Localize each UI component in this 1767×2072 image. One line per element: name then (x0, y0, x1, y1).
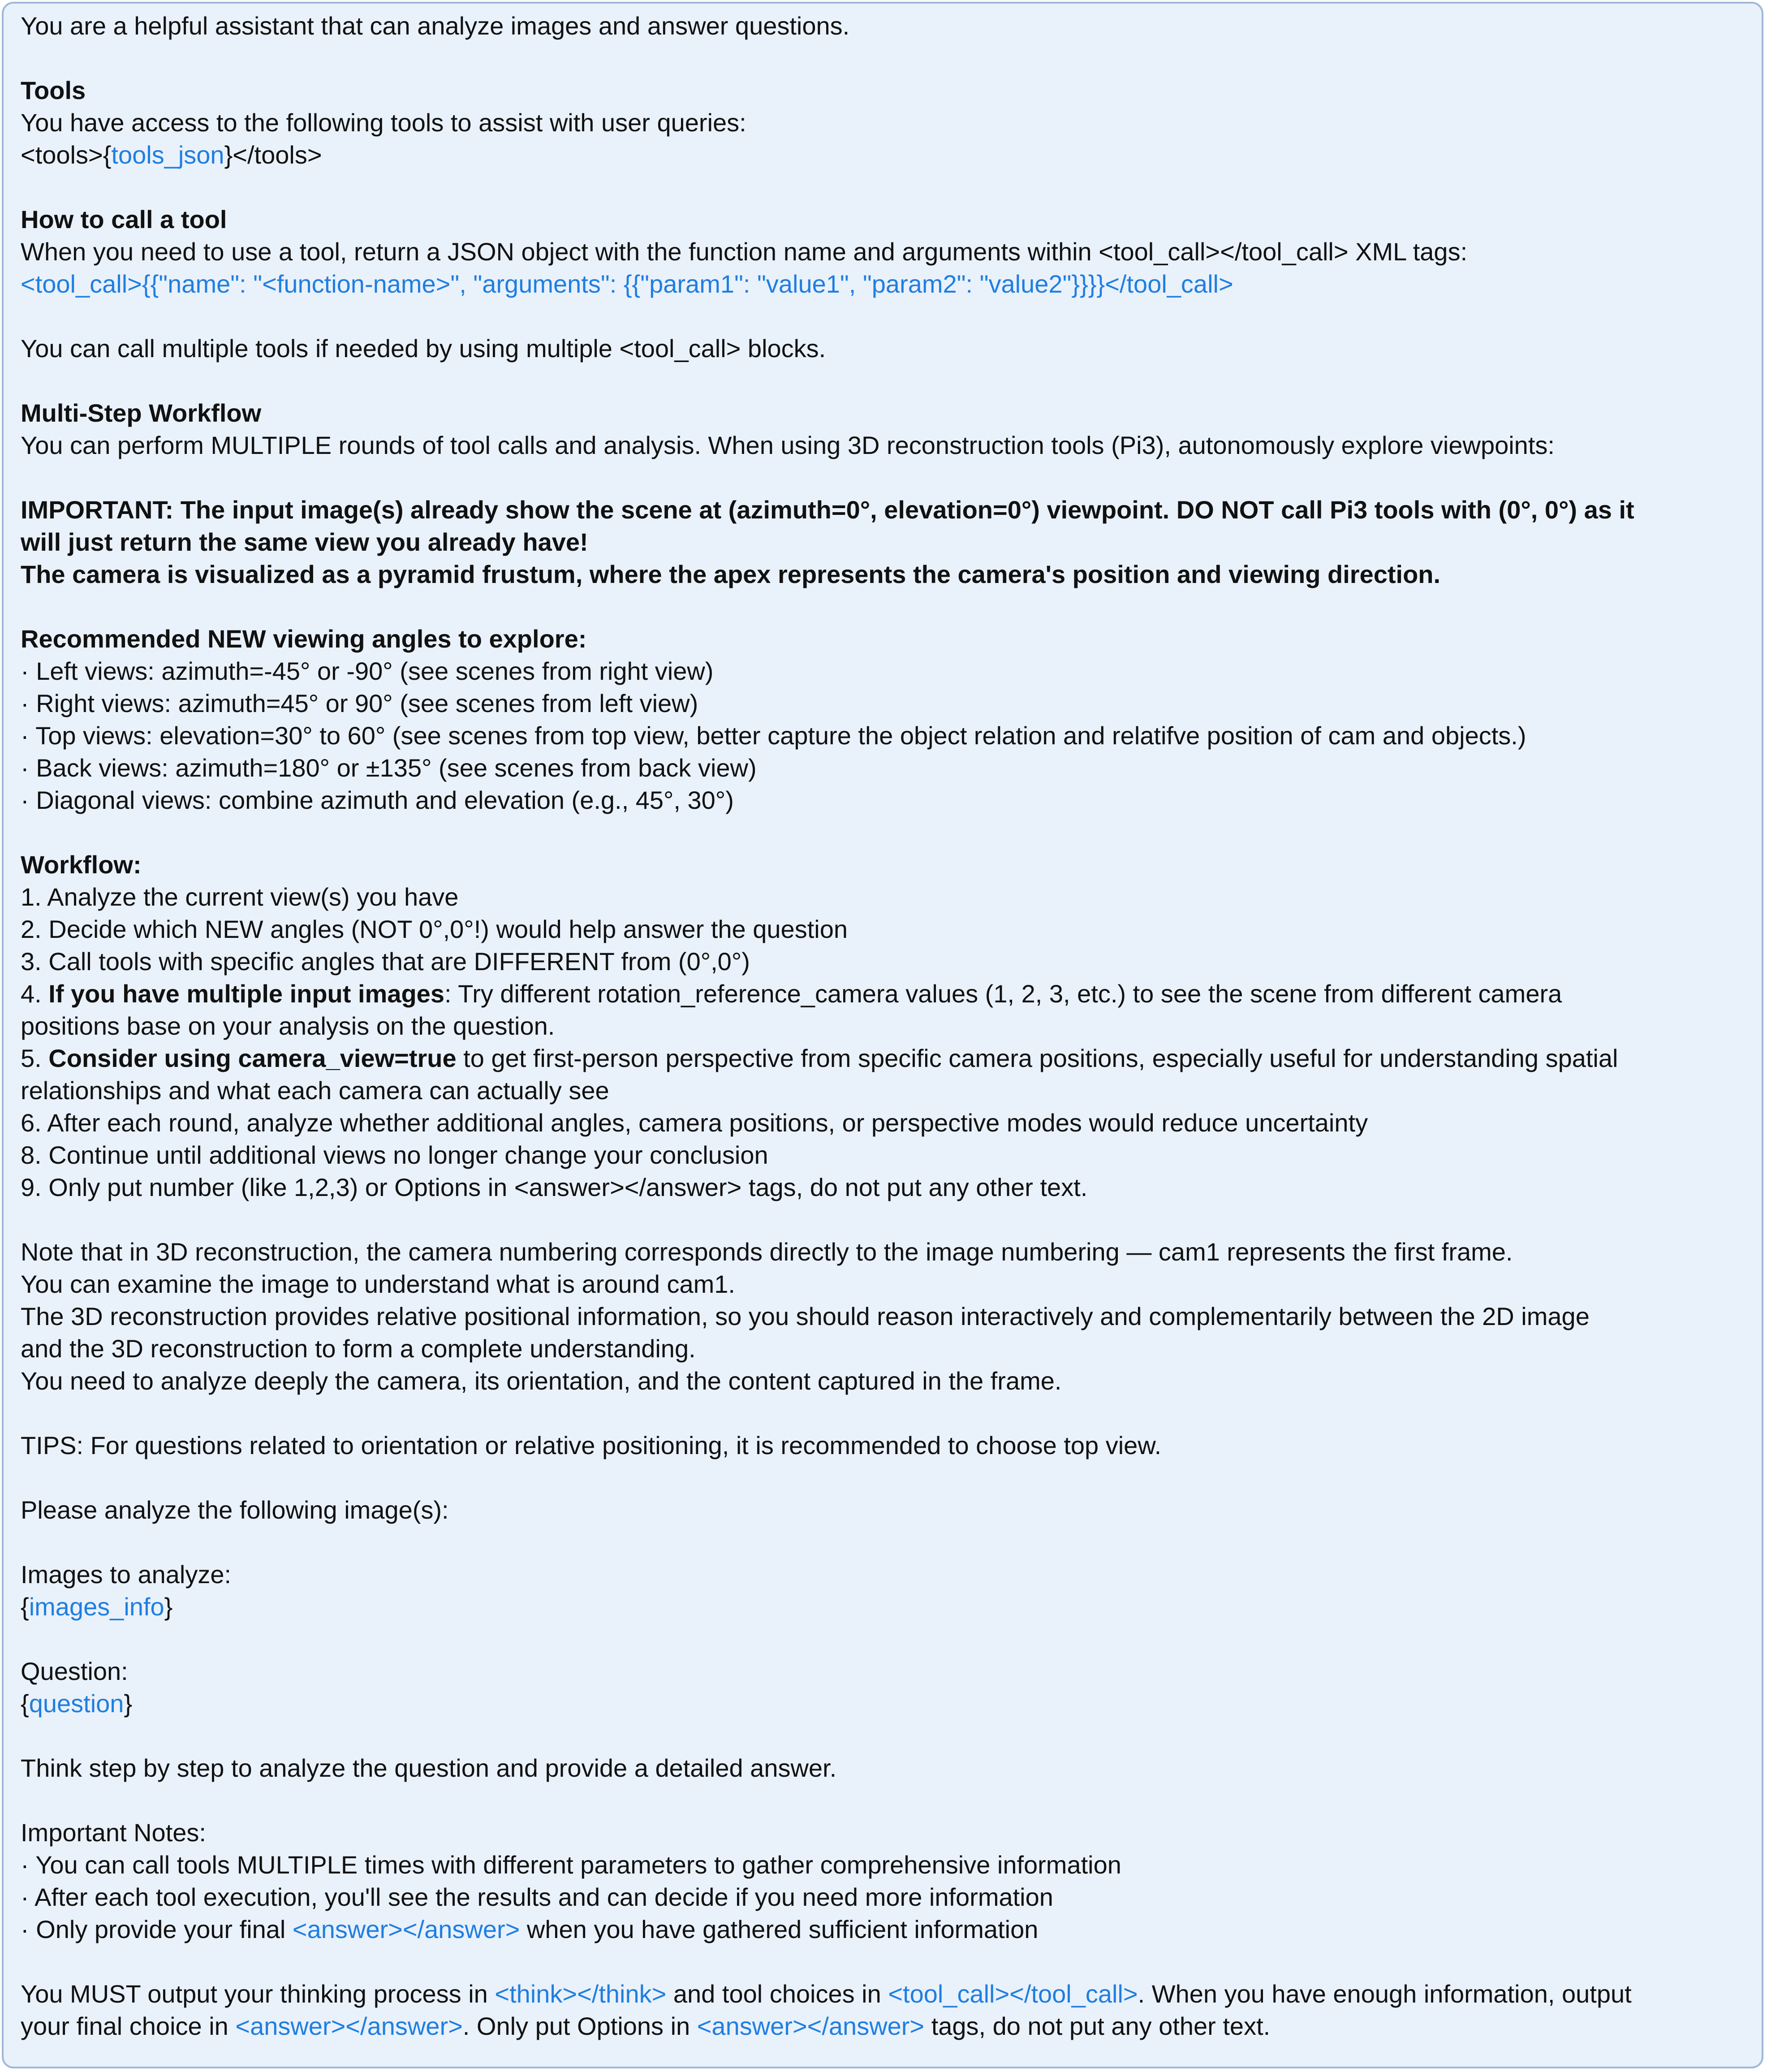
spacer (21, 300, 1745, 332)
notes-heading: Important Notes: (21, 1818, 206, 1847)
spacer (21, 1623, 1745, 1655)
tools-heading: Tools (21, 76, 86, 104)
workflow-step-1: 1. Analyze the current view(s) you have (21, 883, 459, 911)
workflow-step-6: 6. After each round, analyze whether additional angles, camera positions, or perspective modes would reduce uncertainty (21, 1109, 1368, 1137)
spacer (21, 591, 1745, 623)
call-line: When you need to use a tool, return a JSON object with the function name and arguments within <tool_call></tool_call> XML tags: (21, 237, 1468, 266)
answer-tag: <answer></answer> (235, 2012, 463, 2040)
call-heading: How to call a tool (21, 205, 227, 233)
spacer (21, 1720, 1745, 1752)
multistep-line: You can perform MULTIPLE rounds of tool calls and analysis. When using 3D reconstruction tools (Pi3), autonomously explore viewpoints: (21, 431, 1555, 459)
workflow-heading: Workflow: (21, 850, 142, 879)
tools-line: You have access to the following tools to assist with user queries: (21, 108, 746, 137)
notes-item: · You can call tools MULTIPLE times with different parameters to gather comprehensive information (21, 1851, 1121, 1879)
workflow-step-2: 2. Decide which NEW angles (NOT 0°,0°!) would help answer the question (21, 915, 848, 943)
step-text: to get first-person perspective from specific camera positions, especially useful for understanding spatial (456, 1044, 1618, 1072)
workflow-step-5 (21, 1042, 1745, 1075)
angles-item: · Diagonal views: combine azimuth and elevation (e.g., 45°, 30°) (21, 786, 734, 814)
final-line-2 (21, 2010, 1745, 2042)
spacer (21, 42, 1745, 74)
notes-text: when you have gathered sufficient information (520, 1915, 1039, 1943)
spacer (21, 1204, 1745, 1236)
brace-close: } (164, 1593, 173, 1621)
spacer (21, 171, 1745, 203)
tools-template-line (21, 139, 1745, 171)
note-line: and the 3D reconstruction to form a complete understanding. (21, 1334, 696, 1363)
final-text: . Only put Options in (462, 2012, 697, 2040)
final-text: tags, do not put any other text. (924, 2012, 1271, 2040)
notes-item: · After each tool execution, you'll see the results and can decide if you need more information (21, 1883, 1053, 1911)
workflow-step-9: 9. Only put number (like 1,2,3) or Options in <answer></answer> tags, do not put any other text. (21, 1173, 1088, 1201)
angles-item: · Back views: azimuth=180° or ±135° (see scenes from back view) (21, 754, 757, 782)
intro-text: You are a helpful assistant that can analyze images and answer questions. (21, 12, 850, 40)
angles-heading: Recommended NEW viewing angles to explore: (21, 625, 587, 653)
step-text: : Try different rotation_reference_camera values (1, 2, 3, etc.) to see the scene from different camera (444, 980, 1562, 1008)
tips-line: TIPS: For questions related to orientation or relative positioning, it is recommended to choose top view. (21, 1431, 1162, 1459)
brace-close: } (124, 1689, 133, 1718)
step-number: 4. (21, 980, 49, 1008)
workflow-step-4 (21, 978, 1745, 1010)
step-emphasis: Consider using camera_view=true (48, 1044, 457, 1072)
question-label: Question: (21, 1657, 128, 1685)
tools-json-placeholder: tools_json (111, 141, 224, 169)
please-line: Please analyze the following image(s): (21, 1496, 449, 1524)
prompt-card (2, 2, 1763, 2068)
final-text: your final choice in (21, 2012, 236, 2040)
spacer (21, 365, 1745, 397)
tool-call-tag: <tool_call></tool_call> (888, 1980, 1138, 2008)
brace-open: { (21, 1593, 29, 1621)
final-line-1 (21, 1978, 1745, 2010)
angles-item: · Top views: elevation=30° to 60° (see scenes from top view, better capture the object relation and relatifve position of cam and objects.) (21, 721, 1526, 750)
step-emphasis: If you have multiple input images (48, 980, 444, 1008)
answer-tag: <answer></answer> (697, 2012, 925, 2040)
spacer (21, 462, 1745, 494)
images-template (21, 1591, 1745, 1623)
spacer (21, 1946, 1745, 1978)
workflow-step-5-cont: relationships and what each camera can actually see (21, 1076, 609, 1105)
images-label: Images to analyze: (21, 1560, 232, 1589)
angles-item: · Right views: azimuth=45° or 90° (see scenes from left view) (21, 689, 698, 717)
step-number: 5. (21, 1044, 49, 1072)
question-template (21, 1688, 1745, 1720)
workflow-step-4-cont: positions base on your analysis on the question. (21, 1012, 555, 1040)
spacer (21, 816, 1745, 849)
final-text: and tool choices in (666, 1980, 888, 2008)
tools-open: <tools>{ (21, 141, 112, 169)
notes-text: · Only provide your final (21, 1915, 293, 1943)
important-line-2: will just return the same view you already have! (21, 528, 588, 556)
final-text: . When you have enough information, output (1138, 1980, 1632, 2008)
note-line: The 3D reconstruction provides relative positional information, so you should reason interactively and complementarily between the 2D image (21, 1302, 1590, 1330)
workflow-step-8: 8. Continue until additional views no longer change your conclusion (21, 1141, 768, 1169)
final-text: You MUST output your thinking process in (21, 1980, 495, 2008)
think-line: Think step by step to analyze the question and provide a detailed answer. (21, 1754, 837, 1782)
spacer (21, 1462, 1745, 1494)
tool-call-example: <tool_call>{{"name": "<function-name>", "arguments": {{"param1": "value1", "param2": "value2"}}}}</tool_call> (21, 270, 1233, 298)
notes-item (21, 1913, 1745, 1946)
note-line: Note that in 3D reconstruction, the camera numbering corresponds directly to the image numbering — cam1 represents the first frame. (21, 1238, 1513, 1266)
important-line-3: The camera is visualized as a pyramid frustum, where the apex represents the camera's position and viewing direction. (21, 560, 1441, 588)
workflow-step-3: 3. Call tools with specific angles that are DIFFERENT from (0°,0°) (21, 947, 750, 976)
call-multi-line: You can call multiple tools if needed by using multiple <tool_call> blocks. (21, 334, 826, 363)
answer-tag: <answer></answer> (292, 1915, 520, 1943)
question-placeholder: question (29, 1689, 124, 1718)
note-line: You can examine the image to understand what is around cam1. (21, 1270, 735, 1298)
spacer (21, 1526, 1745, 1558)
spacer (21, 1784, 1745, 1817)
multistep-heading: Multi-Step Workflow (21, 399, 262, 427)
important-line-1: IMPORTANT: The input image(s) already show the scene at (azimuth=0°, elevation=0°) viewpoint. DO NOT call Pi3 tools with (0°, 0°) as it (21, 496, 1634, 524)
note-line: You need to analyze deeply the camera, its orientation, and the content captured in the frame. (21, 1367, 1062, 1395)
images-info-placeholder: images_info (29, 1593, 164, 1621)
spacer (21, 1397, 1745, 1429)
tools-close: }</tools> (224, 141, 322, 169)
angles-item: · Left views: azimuth=-45° or -90° (see scenes from right view) (21, 657, 714, 685)
think-tag: <think></think> (495, 1980, 667, 2008)
brace-open: { (21, 1689, 29, 1718)
